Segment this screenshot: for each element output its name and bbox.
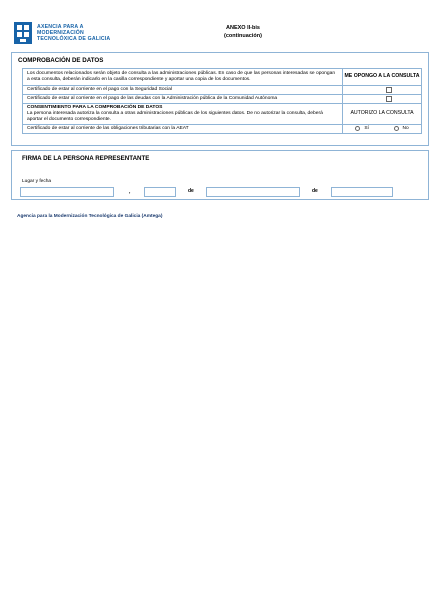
intro-row <box>23 69 421 86</box>
radio-no-circle[interactable] <box>394 126 399 131</box>
de-separator: de <box>188 188 194 194</box>
comma-separator: , <box>129 189 131 195</box>
oppose-cell <box>343 95 421 103</box>
consent-title: CONSENTIMIENTO PARA LA COMPROBACIÓN DE DATOS <box>27 105 163 110</box>
aeat-item: Certificado de estar al corriente de las obligaciones tributarias con la AEAT <box>23 125 343 133</box>
radio-no-label: No <box>402 125 409 131</box>
firma-section <box>11 150 429 200</box>
anexo-subtitle: (continuación) <box>224 33 262 39</box>
comprobacion-section <box>11 52 429 146</box>
year-input[interactable] <box>331 187 393 197</box>
radio-no[interactable] <box>394 125 409 133</box>
aeat-radio-cell <box>343 125 421 133</box>
oppose-ss-checkbox[interactable] <box>386 87 392 93</box>
aeat-radio-group <box>343 125 421 132</box>
comprobacion-title: COMPROBACIÓN DE DATOS <box>18 57 104 64</box>
oppose-item-ss: Certificado de estar al corriente en el pago con la Seguridad Social <box>23 86 343 94</box>
consent-cell <box>23 104 343 124</box>
day-input[interactable] <box>144 187 176 197</box>
de-separator: de <box>312 188 318 194</box>
month-input[interactable] <box>206 187 300 197</box>
footer-agency: Agencia para la Modernización Tecnológica de Galicia (Amtega) <box>17 214 163 219</box>
amtega-logo <box>14 22 124 44</box>
lugar-input[interactable] <box>20 187 114 197</box>
authorize-header: AUTORIZO LA CONSULTA <box>350 110 414 116</box>
oppose-header: ME OPONGO A LA CONSULTA <box>344 73 420 79</box>
oppose-item-ca: Certificado de estar al corriente en el pago de las deudas con la Administración pública de la Comunidad Autónoma <box>23 95 343 103</box>
firma-title: FIRMA DE LA PERSONA REPRESENTANTE <box>22 155 150 162</box>
consent-row <box>23 104 421 125</box>
oppose-row <box>23 86 421 95</box>
document-header <box>0 0 439 52</box>
radio-yes-label: Sí <box>364 125 369 131</box>
radio-yes-circle[interactable] <box>355 126 360 131</box>
anexo-heading <box>200 24 286 40</box>
oppose-row <box>23 95 421 104</box>
galicia-emblem-icon <box>14 22 32 44</box>
oppose-ca-checkbox[interactable] <box>386 96 392 102</box>
comprobacion-table <box>22 68 422 134</box>
lugar-fecha-label: Lugar y fecha <box>22 179 52 184</box>
intro-text: Los documentos relacionados serán objeto de consulta a las administraciones públicas. En caso de que las personas interesadas se opongan a esta consulta, deberán indicarlo en la casilla correspondiente y aportar una copia de los documentos. <box>23 69 343 85</box>
logo-text: AXENCIA PARA A MODERNIZACIÓN TECNOLÓXICA DE GALICIA <box>37 23 111 43</box>
aeat-row <box>23 125 421 133</box>
oppose-cell <box>343 86 421 94</box>
radio-yes[interactable] <box>355 125 369 133</box>
consent-text: La persona interesada autoriza la consulta a otras administraciones públicas de los siguientes datos. De no autorizar la consulta, deberá aportar el documento correspondiente. <box>27 111 323 122</box>
anexo-title: ANEXO II-bis <box>226 25 260 31</box>
